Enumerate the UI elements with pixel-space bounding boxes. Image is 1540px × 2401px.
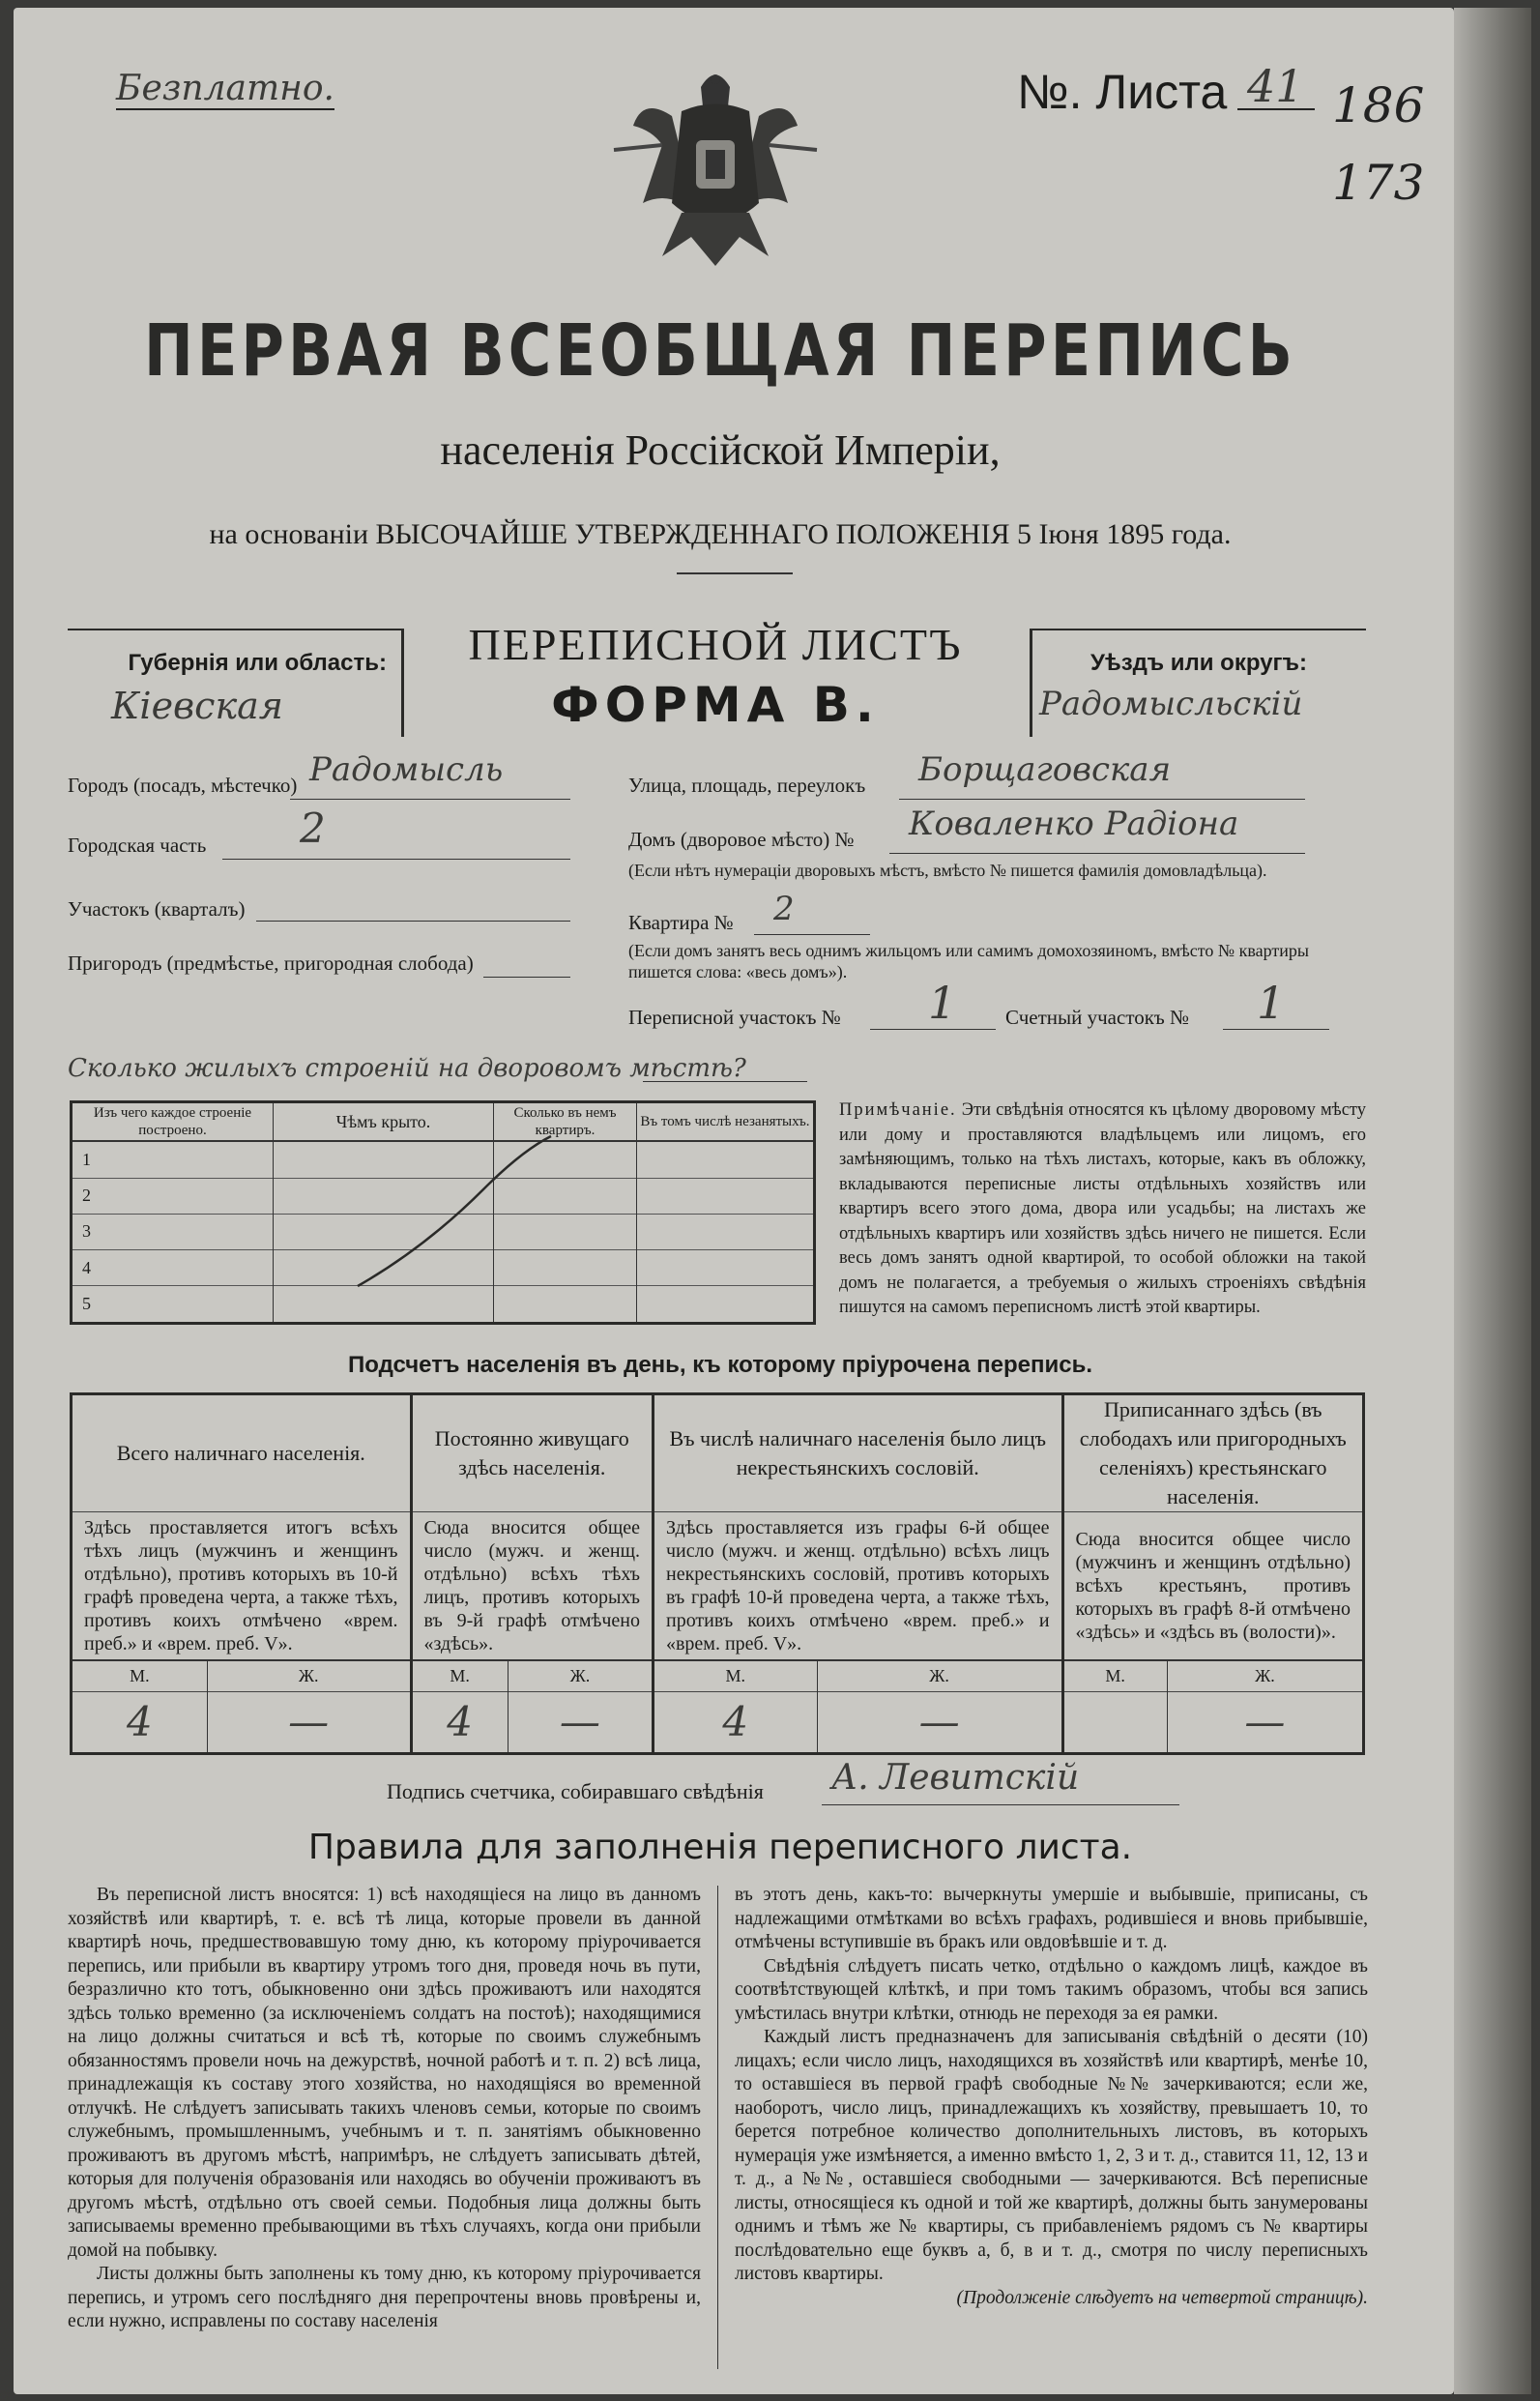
rules-paragraph: Каждый листъ предназначенъ для записыванія свѣдѣній о десяти (10) лицахъ; если число лицъ, находящихся въ хозяйствѣ или квартирѣ, менѣе 10, то оставшіеся въ первой графѣ свободные №№ зачеркиваются; если же, наоборотъ, число лицъ, принадлежащихъ къ хозяйству, превышаетъ 10, то берется потребное количество дополнительныхъ листовъ, въ которыхъ нумерація уже измѣняется, а именно вмѣсто 1, 2, 3 и т. д., ставится 11, 12, 13 и т. д., а №№, оставшіеся свободными — зачеркиваются. Всѣ переписные листы, относящіеся къ одной и той же квартирѣ, должны быть занумерованы однимъ и тѣмъ же № квартиры, съ прибавленіемъ рядомъ съ № квартиры послѣдовательно еще буквъ а, б, в и т. д., смотря по числу переписныхъ листовъ квартиры. (735, 2027, 1368, 2284)
rules-heading: Правила для заполненія переписного листа. (307, 1828, 1133, 1867)
rules-continued-note: (Продолженіе слѣдуетъ на четвертой страницѣ). (956, 2287, 1368, 2308)
female-count: — (207, 1691, 411, 1754)
signature-value: А. Левитскій (831, 1758, 1080, 1798)
title-divider (677, 572, 793, 574)
signature-label: Подпись счетчика, собиравшаго свѣдѣнія (387, 1779, 764, 1803)
female-count: — (817, 1691, 1062, 1754)
sheet-number-label: №. Листа (1017, 65, 1228, 119)
census-district-label: Переписной участокъ № (628, 1006, 841, 1029)
count-col-description: Здѣсь проставляется изъ графы 6-й общее число (мужч. и женщ. отдѣльно) всѣхъ лицъ некрестьянскихъ сословій, противъ которыхъ въ графѣ 10-й проведена черта, а также тѣхъ, противъ коихъ отмѣчено «врем. преб.» и «врем. преб. V». (653, 1512, 1062, 1661)
subtitle: населенія Россійской Имперіи, (440, 426, 1001, 474)
city-part-value: 2 (300, 805, 326, 852)
buildings-row-number: 3 (72, 1214, 274, 1249)
counting-district-value: 1 (1257, 977, 1286, 1029)
district-label: Уѣздъ или округъ: (1090, 650, 1308, 676)
rules-paragraph: въ этотъ день, какъ-то: вычеркнуты умершіе и выбывшіе, приписаны, съ надлежащими отмѣтками во всѣхъ графахъ, родившіеся и вновь прибывшіе, отмѣчены вступившіе въ бракъ или овдовѣвшіе и т. д. (735, 1885, 1368, 1952)
buildings-col-apartments: Сколько въ немъ квартиръ. (494, 1102, 637, 1142)
form-name: ФОРМА В. (551, 677, 880, 733)
margin-note-2: 173 (1332, 155, 1425, 211)
female-column-label: Ж. (817, 1660, 1062, 1691)
main-title: ПЕРВАЯ ВСЕОБЩАЯ ПЕРЕПИСЬ (143, 309, 1296, 393)
city-part-field-line (222, 859, 570, 860)
count-col-title: Приписаннаго здѣсь (въ слободахъ или пригородныхъ селеніяхъ) крестьянскаго населенія. (1079, 1397, 1347, 1508)
apartment-label: Квартира № (628, 911, 734, 934)
male-column-label: М. (653, 1660, 817, 1691)
house-field-line (889, 853, 1305, 854)
plot-label: Участокъ (кварталъ) (68, 897, 246, 921)
buildings-row-number: 5 (72, 1286, 274, 1324)
margin-note-1: 186 (1332, 77, 1425, 133)
count-heading: Подсчетъ населенія въ день, къ которому пріурочена перепись. (348, 1352, 1092, 1378)
male-count: 4 (411, 1691, 508, 1754)
page-edge (1454, 8, 1531, 2394)
city-label: Городъ (посадъ, мѣстечко) (68, 774, 298, 797)
rules-paragraph: Листы должны быть заполнены къ тому дню, къ которому пріурочивается перепись, и утромъ сего послѣдняго дня перепрочтены вновь провѣрены и, если нужно, исправлены по составу населенія (68, 2264, 701, 2331)
buildings-note-title: Примѣчаніе. (839, 1100, 957, 1120)
female-count: — (508, 1691, 653, 1754)
buildings-col-material: Изъ чего каждое строеніе построено. (72, 1102, 274, 1142)
count-col-description: Сюда вносится общее число (мужч. и женщ. отдѣльно) всѣхъ тѣхъ лицъ, противъ которыхъ въ 9-й графѣ отмѣчено «здѣсь». (411, 1512, 653, 1661)
apartment-note: (Если домъ занятъ весь однимъ жильцомъ или самимъ домохозяиномъ, вмѣсто № квартиры пишется слова: «весь домъ»). (628, 941, 1309, 981)
count-col-description: Сюда вносится общее число (мужчинъ и женщинъ отдѣльно) всѣхъ крестьянъ, противъ которыхъ въ графѣ 8-й отмѣчено «здѣсь» и «здѣсь въ (волости)». (1075, 1529, 1351, 1643)
buildings-note (839, 1098, 1366, 1321)
city-part-label: Городская часть (68, 834, 207, 857)
buildings-question-line (643, 1081, 807, 1082)
city-field-line (290, 799, 570, 800)
male-count (1062, 1691, 1167, 1754)
city-value: Радомысль (309, 750, 504, 789)
count-col-title: Въ числѣ наличнаго населенія было лицъ некрестьянскихъ сословій. (653, 1394, 1062, 1512)
population-count-table (70, 1392, 1365, 1755)
female-column-label: Ж. (207, 1660, 411, 1691)
buildings-note-text: Эти свѣдѣнія относятся къ цѣлому дворовому мѣсту или дому и проставляются владѣльцемъ или лицомъ, его замѣняющимъ, только на тѣхъ листахъ, которые, какъ въ обложку, вкладываются переписные листы отдѣльныхъ хозяйствъ или квартиръ всего этого дома, двора или усадьбы; на листахъ же отдѣльныхъ квартиръ или хозяйствъ здѣсь ничего не пишется. Если весь домъ занятъ одной квартирой, то особой обложки на такой домъ не полагается, а требуемыя о жилыхъ строеніяхъ свѣдѣнія пишутся на самомъ переписномъ листѣ этой квартиры. (839, 1100, 1367, 1317)
province-value: Кіевская (111, 685, 283, 727)
count-col-title: Постоянно живущаго здѣсь населенія. (411, 1394, 653, 1512)
buildings-col-roof: Чѣмъ крыто. (274, 1102, 494, 1142)
male-column-label: М. (72, 1660, 208, 1691)
buildings-col-vacant: Въ томъ числѣ незанятыхъ. (637, 1102, 815, 1142)
male-count: 4 (72, 1691, 208, 1754)
signature-line (822, 1804, 1179, 1805)
rules-left-column (68, 1884, 701, 2334)
rules-paragraph: Въ переписной листъ вносятся: 1) всѣ находящіеся на лицо въ данномъ хозяйствѣ или квартирѣ, т. е. всѣ тѣ лица, которые провели въ данной квартирѣ ночь, предшествовавшую тому дню, къ которому пріурочивается перепись, или прибыли въ квартиру утромъ того дня, проведя ночь въ пути, безразлично кто тотъ, обыкновенно они здѣсь проживаютъ или находятся здѣсь только временно (за исключеніемъ солдатъ на постоѣ); находящимися на лицо должны считаться и всѣ тѣ, которые по своимъ служебнымъ обязанностямъ провели ночь на дежурствѣ, ночной работѣ и т. п. 2) всѣ лица, принадлежащія къ составу этого хозяйства, но находящіяся во временной отлучкѣ. Не слѣдуетъ записывать такихъ членовъ семьи, которые по своимъ служебнымъ, промышленнымъ, учебнымъ и т. п. занятіямъ обыкновенно проживаютъ въ другомъ мѣстѣ, напримѣръ, не слѣдуетъ записывать дѣтей, которыя для полученія образованія или находясь во обученіи проживаютъ въ другомъ мѣстѣ, отдѣльно отъ своей семьи. Подобныя лица должны быть записываемы временно пребывающими въ тѣхъ случаяхъ, когда они прибыли домой на побывку. (68, 1885, 701, 2261)
counting-district-line (1223, 1029, 1329, 1030)
female-column-label: Ж. (508, 1660, 653, 1691)
buildings-row-number: 1 (72, 1141, 274, 1178)
sheet-number-value: 41 (1247, 60, 1304, 112)
count-col-title: Всего наличнаго населенія. (72, 1394, 412, 1512)
male-column-label: М. (411, 1660, 508, 1691)
district-value: Радомысльскій (1039, 685, 1303, 723)
street-value: Борщаговская (918, 750, 1172, 789)
count-col-description: Здѣсь проставляется итогъ всѣхъ тѣхъ лицъ (мужчинъ и женщинъ отдѣльно), противъ которыхъ въ 10-й графѣ проведена черта, а также тѣхъ, противъ коихъ отмѣчено «врем. преб.» и «врем. преб. V». (72, 1512, 412, 1661)
rules-column-divider (717, 1886, 718, 2369)
suburb-label: Пригородъ (предмѣстье, пригородная слобода) (68, 952, 474, 975)
double-headed-eagle-emblem (604, 58, 827, 271)
house-note: (Если нѣтъ нумераціи дворовыхъ мѣстъ, вмѣсто № пишется фамилія домовладѣльца). (628, 861, 1267, 880)
free-label: Безплатно. (116, 69, 334, 108)
plot-field-line (256, 921, 570, 922)
census-district-line (870, 1029, 996, 1030)
rules-right-column (735, 1884, 1368, 2310)
rules-paragraph: Свѣдѣнія слѣдуетъ писать четко, отдѣльно о каждомъ лицѣ, каждое въ соотвѣтствующей клѣткѣ, и при томъ такимъ образомъ, чтобы вся запись умѣстилась внутри клѣтки, отнюдь не переходя за ея рамки. (735, 1955, 1368, 2024)
street-label: Улица, площадь, переулокъ (628, 774, 866, 797)
basis-line: на основаніи ВЫСОЧАЙШЕ УТВЕРЖДЕННАГО ПОЛОЖЕНІЯ 5 Іюня 1895 года. (209, 518, 1232, 550)
counting-district-label: Счетный участокъ № (1005, 1006, 1190, 1029)
buildings-row-number: 2 (72, 1178, 274, 1214)
apartment-value: 2 (773, 890, 795, 928)
buildings-row-number: 4 (72, 1249, 274, 1285)
female-column-label: Ж. (1255, 1665, 1275, 1685)
male-column-label: М. (1062, 1660, 1167, 1691)
census-district-value: 1 (928, 977, 957, 1029)
sheet-number-line (1237, 108, 1315, 110)
apartment-field-line (754, 934, 870, 935)
suburb-field-line (483, 977, 570, 978)
strike-through-mark (348, 1131, 561, 1296)
buildings-question: Сколько жилыхъ строеній на дворовомъ мѣстѣ? (68, 1054, 746, 1083)
house-label: Домъ (дворовое мѣсто) № (628, 828, 855, 851)
sheet-title: ПЕРЕПИСНОЙ ЛИСТЪ (468, 620, 963, 669)
province-label: Губернія или область: (128, 650, 387, 676)
house-value: Коваленко Радіона (909, 805, 1239, 843)
female-count: — (1244, 1698, 1286, 1746)
male-count: 4 (653, 1691, 817, 1754)
street-field-line (899, 799, 1305, 800)
